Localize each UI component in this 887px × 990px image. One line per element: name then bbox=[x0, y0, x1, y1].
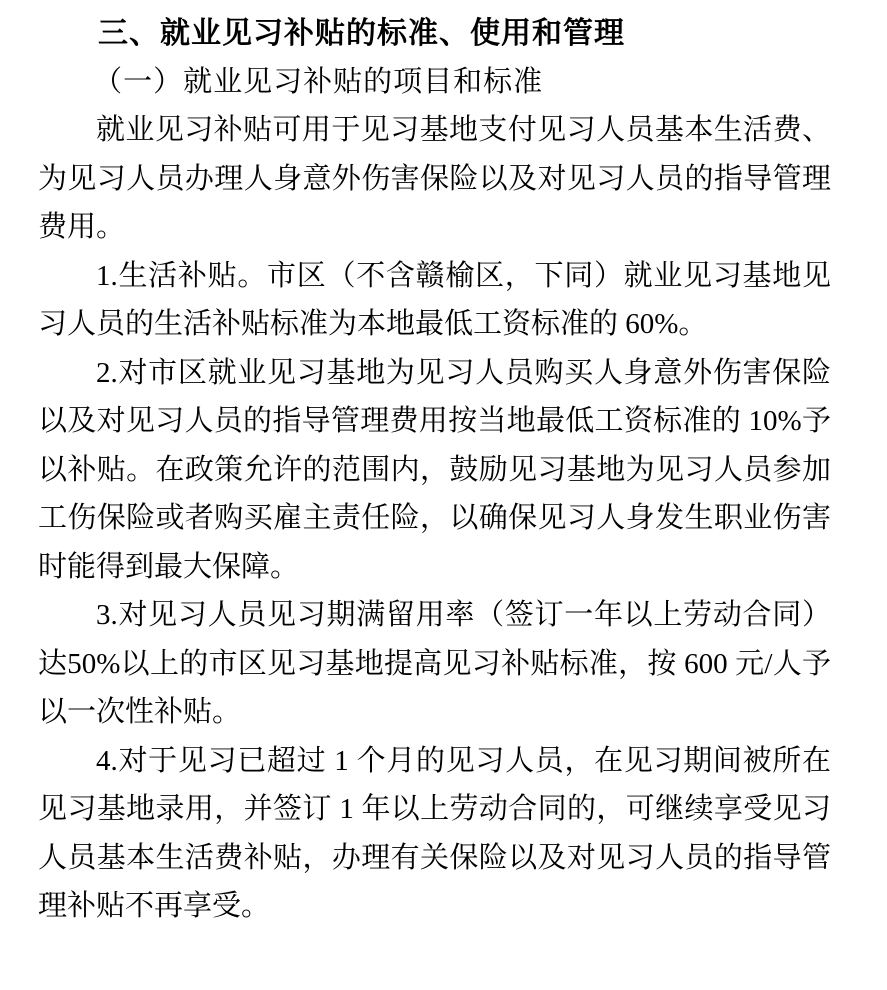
paragraph-item-1: 1.生活补贴。市区（不含赣榆区，下同）就业见习基地见习人员的生活补贴标准为本地最低工资标准的 60%。 bbox=[38, 259, 831, 340]
section-heading: 三、就业见习补贴的标准、使用和管理 bbox=[98, 17, 625, 50]
paragraph-item-3: 3.对见习人员见习期满留用率（签订一年以上劳动合同）达50%以上的市区见习基地提高见习补贴标准，按 600 元/人予以一次性补贴。 bbox=[38, 599, 831, 728]
paragraph-intro: 就业见习补贴可用于见习基地支付见习人员基本生活费、为见习人员办理人身意外伤害保险以及对见习人员的指导管理费用。 bbox=[38, 114, 831, 243]
paragraph-item-2: 2.对市区就业见习基地为见习人员购买人身意外伤害保险以及对见习人员的指导管理费用按当地最低工资标准的 10%予以补贴。在政策允许的范围内，鼓励见习基地为见习人员参加工伤保险或者购买雇主责任险，以确保见习人身发生职业伤害时能得到最大保障。 bbox=[38, 356, 831, 583]
paragraph-item-4: 4.对于见习已超过 1 个月的见习人员，在见习期间被所在见习基地录用，并签订 1 年以上劳动合同的，可继续享受见习人员基本生活费补贴，办理有关保险以及对见习人员的指导管理补贴不再享受。 bbox=[38, 744, 831, 922]
subsection-heading: （一）就业见习补贴的项目和标准 bbox=[93, 66, 544, 98]
